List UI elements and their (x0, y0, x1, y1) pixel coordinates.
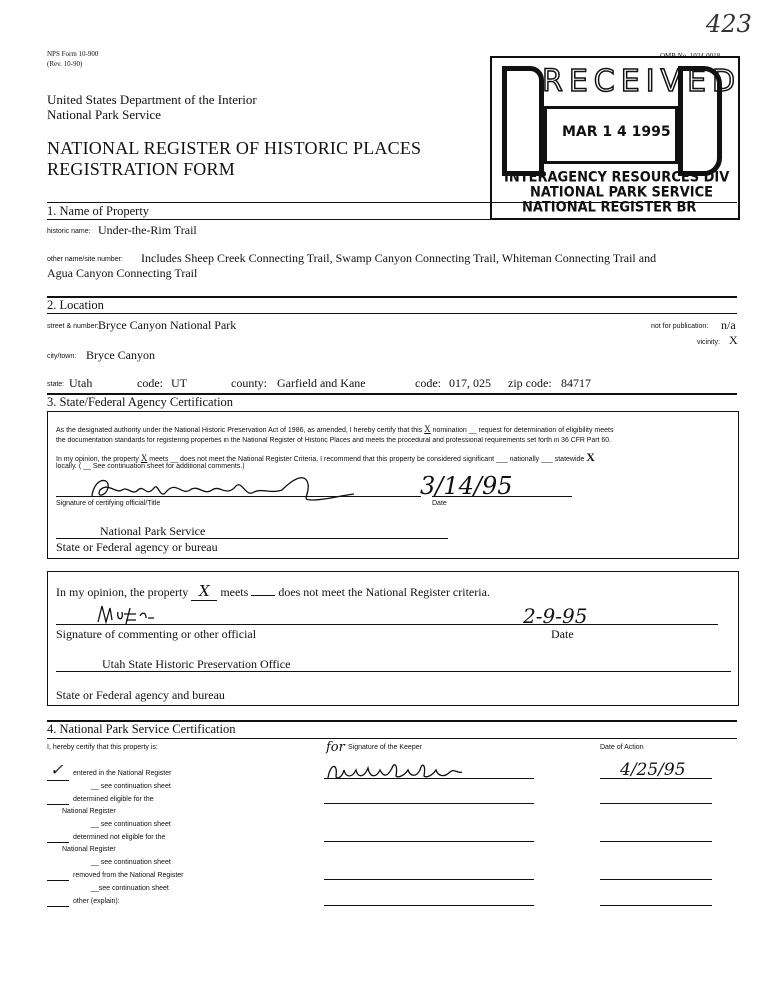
agency-bureau-label: State or Federal agency and bureau (56, 688, 225, 702)
street-label: street & number: (47, 323, 99, 330)
other-name-label: other name/site number: (47, 256, 123, 263)
opinion-text: In my opinion, the property X meets does not meet the National Register criteria. (56, 582, 490, 600)
certification-text-line-4: locally. ( __ See continuation sheet for additional comments.) (56, 463, 245, 470)
status-see-continuation-4: __see continuation sheet (91, 885, 169, 892)
state-value: Utah (69, 376, 93, 390)
section-3-heading: 3. State/Federal Agency Certification (47, 395, 234, 409)
stamp-line-3: NATIONAL REGISTER BR (522, 199, 697, 216)
for-handwritten: for (326, 740, 345, 755)
not-for-publication-label: not for publication: (651, 323, 709, 330)
office-value: Utah State Historic Preservation Office (102, 657, 291, 671)
date-label: Date (432, 500, 447, 507)
city-value: Bryce Canyon (86, 348, 155, 362)
status-see-continuation-1: __ see continuation sheet (91, 783, 171, 790)
handwritten-page-number: 423 (706, 10, 752, 38)
status-see-continuation-2: __ see continuation sheet (91, 821, 171, 828)
other-name-value-line-2: Agua Canyon Connecting Trail (47, 266, 198, 280)
county-label: county: (231, 376, 267, 390)
other-name-value-line-1: Includes Sheep Creek Connecting Trail, Swamp Canyon Connecting Trail, Whiteman Connecting Trail and (141, 251, 657, 265)
stamp-date: MAR 1 4 1995 (562, 124, 671, 140)
omb-number: OMB No. 1024-0018 (660, 52, 721, 60)
entered-checkmark: ✓ (50, 760, 64, 779)
stamp-received: RECEIVED (542, 64, 742, 99)
certify-statement: I, hereby certify that this property is: (47, 744, 158, 751)
status-removed: removed from the National Register (73, 872, 184, 879)
commenting-official-signature (96, 604, 156, 626)
keeper-signature-label: Signature of the Keeper (348, 744, 422, 751)
department-name: United States Department of the Interior (47, 92, 257, 107)
zip-value: 84717 (561, 376, 591, 390)
state-code-label: code: (137, 376, 163, 390)
received-stamp (490, 56, 740, 220)
section-2-heading: 2. Location (47, 298, 104, 312)
agency-value: National Park Service (100, 524, 206, 538)
county-code-label: code: (415, 376, 441, 390)
status-national-register-2: National Register (62, 846, 116, 853)
street-value: Bryce Canyon National Park (98, 318, 237, 332)
historic-name-value: Under-the-Rim Trail (98, 223, 197, 237)
state-label: state: (47, 381, 65, 388)
vicinity-label: vicinity: (697, 339, 720, 346)
status-national-register-1: National Register (62, 808, 116, 815)
certification-text-line-1: As the designated authority under the National Historic Preservation Act of 1986, as amended, I hereby certify that this X nomination __ request for determination of eligibility meets (56, 424, 614, 434)
form-revision: (Rev. 10-90) (47, 60, 83, 68)
state-code-value: UT (171, 376, 187, 390)
service-name: National Park Service (47, 107, 162, 122)
date-of-action-label: Date of Action (600, 744, 644, 751)
date-of-action-handwritten: 4/25/95 (620, 760, 686, 780)
status-see-continuation-3: __ see continuation sheet (91, 859, 171, 866)
city-label: city/town: (47, 353, 77, 360)
county-value: Garfield and Kane (277, 376, 366, 390)
form-subtitle: REGISTRATION FORM (47, 159, 235, 179)
certifying-date-handwritten: 3/14/95 (420, 472, 513, 500)
zip-label: zip code: (508, 376, 552, 390)
section-1-heading: 1. Name of Property (47, 204, 150, 218)
agency-label: State or Federal agency or bureau (56, 540, 218, 554)
county-code-value: 017, 025 (449, 376, 491, 390)
form-title: NATIONAL REGISTER OF HISTORIC PLACES (47, 138, 422, 158)
certification-text-line-2: the documentation standards for registering properties in the National Register of Historic Places and meets the procedural and professional requirements set forth in 36 CFR Part 60. (56, 437, 611, 444)
commenting-date-label: Date (551, 627, 574, 641)
section-4-heading: 4. National Park Service Certification (47, 722, 236, 736)
commenting-signature-label: Signature of commenting or other official (56, 627, 257, 641)
status-other: other (explain): (73, 898, 120, 905)
status-entered: entered in the National Register (73, 770, 172, 777)
status-determined-eligible: determined eligible for the (73, 796, 154, 803)
form-number: NPS Form 10-900 (47, 50, 99, 58)
commenting-date-handwritten: 2-9-95 (523, 604, 588, 628)
status-determined-not-eligible: determined not eligible for the (73, 834, 166, 841)
stamp-line-1: INTERAGENCY RESOURCES DIV (504, 169, 730, 186)
stamp-line-2: NATIONAL PARK SERVICE (530, 184, 714, 201)
certification-text-line-3: In my opinion, the property X meets __ does not meet the National Register Criteria. I recommend that this property be considered significant ___ nationally ___ statewide X (56, 450, 595, 464)
not-for-publication-value: n/a (721, 318, 736, 332)
historic-name-label: historic name: (47, 228, 91, 235)
signature-label: Signature of certifying official/Title (56, 500, 161, 507)
vicinity-value: X (729, 333, 738, 347)
